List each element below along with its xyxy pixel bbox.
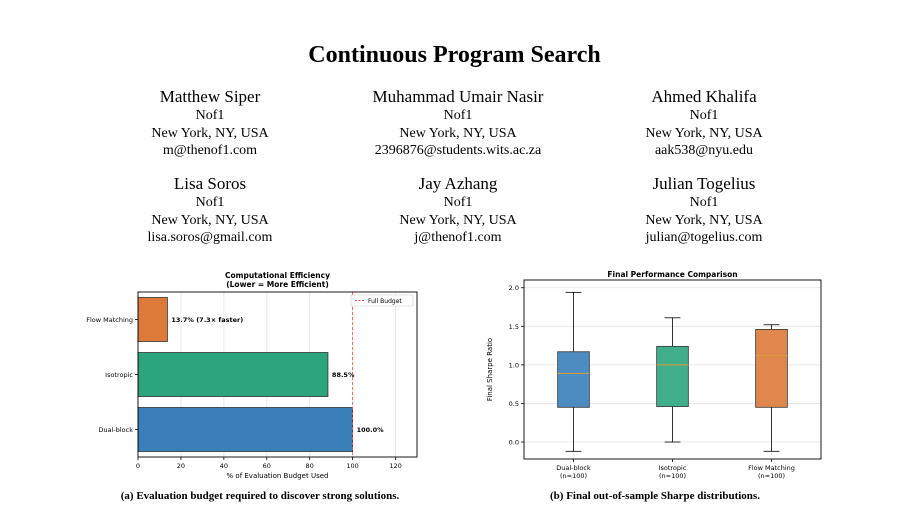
author-name: Ahmed Khalifa bbox=[651, 87, 757, 106]
author-block bbox=[80, 174, 340, 247]
author-name: Muhammad Umair Nasir bbox=[372, 87, 544, 106]
data-label: 13.7% (7.3× faster) bbox=[171, 316, 244, 324]
author-affiliation: Nof1 bbox=[195, 195, 225, 210]
figure-caption-b: (b) Final out-of-sample Sharpe distributions. bbox=[550, 490, 760, 502]
author-location: New York, NY, USA bbox=[645, 125, 763, 141]
author-location: New York, NY, USA bbox=[399, 125, 517, 141]
author-name: Julian Togelius bbox=[652, 174, 756, 193]
y-tick-label: 0.0 bbox=[508, 438, 519, 447]
author-name: Jay Azhang bbox=[418, 174, 498, 193]
author-block bbox=[328, 174, 588, 247]
bar bbox=[138, 298, 167, 342]
chart-title: Computational Efficiency bbox=[225, 271, 330, 280]
x-axis-label: % of Evaluation Budget Used bbox=[226, 472, 329, 480]
legend-label: Full Budget bbox=[368, 297, 402, 305]
x-tick-label: 60 bbox=[262, 462, 271, 470]
chart-subtitle: (Lower = More Efficient) bbox=[226, 280, 329, 289]
x-tick-label: 20 bbox=[176, 462, 186, 470]
chart-title: Final Performance Comparison bbox=[607, 270, 738, 279]
author-block bbox=[328, 87, 588, 160]
sharpe-box-plot bbox=[470, 268, 830, 478]
author-location: New York, NY, USA bbox=[399, 212, 517, 228]
author-email: aak538@nyu.edu bbox=[654, 143, 754, 158]
x-tick-label: 40 bbox=[219, 462, 228, 470]
x-tick-label: Dual-block (n=100) bbox=[556, 464, 591, 480]
box bbox=[558, 352, 590, 408]
box bbox=[756, 329, 788, 407]
x-tick-label: 0 bbox=[135, 462, 141, 470]
y-tick-label: Isotropic bbox=[105, 371, 133, 379]
data-label: 100.0% bbox=[356, 426, 384, 434]
y-axis-label: Final Sharpe Ratio bbox=[486, 337, 494, 402]
paper-title: Continuous Program Search bbox=[308, 42, 601, 68]
x-tick-label: 120 bbox=[389, 462, 402, 470]
y-tick-label: 1.0 bbox=[508, 361, 519, 370]
author-block bbox=[574, 174, 834, 247]
author-email: lisa.soros@gmail.com bbox=[147, 230, 273, 245]
author-affiliation: Nof1 bbox=[689, 195, 719, 210]
author-location: New York, NY, USA bbox=[151, 125, 269, 141]
author-affiliation: Nof1 bbox=[443, 195, 473, 210]
author-email: 2396876@students.wits.ac.za bbox=[374, 143, 542, 158]
author-location: New York, NY, USA bbox=[151, 212, 269, 228]
bar bbox=[138, 353, 328, 397]
author-email: julian@togelius.com bbox=[645, 230, 763, 245]
data-label: 88.5% bbox=[331, 371, 355, 379]
figure-caption-a: (a) Evaluation budget required to discover strong solutions. bbox=[120, 490, 400, 502]
y-tick-label: 2.0 bbox=[508, 284, 519, 293]
x-tick-label: Isotropic (n=100) bbox=[658, 464, 687, 480]
author-affiliation: Nof1 bbox=[195, 108, 225, 123]
box bbox=[657, 346, 689, 406]
author-name: Matthew Siper bbox=[159, 87, 261, 106]
author-name: Lisa Soros bbox=[173, 174, 247, 193]
x-tick-label: 80 bbox=[305, 462, 314, 470]
efficiency-bar-chart bbox=[70, 268, 430, 478]
bar bbox=[138, 408, 353, 452]
author-block bbox=[574, 87, 834, 160]
author-affiliation: Nof1 bbox=[443, 108, 473, 123]
author-block bbox=[80, 87, 340, 160]
x-tick-label: Flow Matching (n=100) bbox=[748, 464, 795, 480]
x-tick-label: 100 bbox=[346, 462, 359, 470]
author-email: m@thenof1.com bbox=[162, 143, 258, 158]
author-email: j@thenof1.com bbox=[414, 230, 502, 245]
author-affiliation: Nof1 bbox=[689, 108, 719, 123]
y-tick-label: Dual-block bbox=[98, 426, 133, 434]
y-tick-label: 1.5 bbox=[508, 322, 519, 331]
author-location: New York, NY, USA bbox=[645, 212, 763, 228]
y-tick-label: 0.5 bbox=[508, 399, 519, 408]
y-tick-label: Flow Matching bbox=[86, 316, 133, 324]
